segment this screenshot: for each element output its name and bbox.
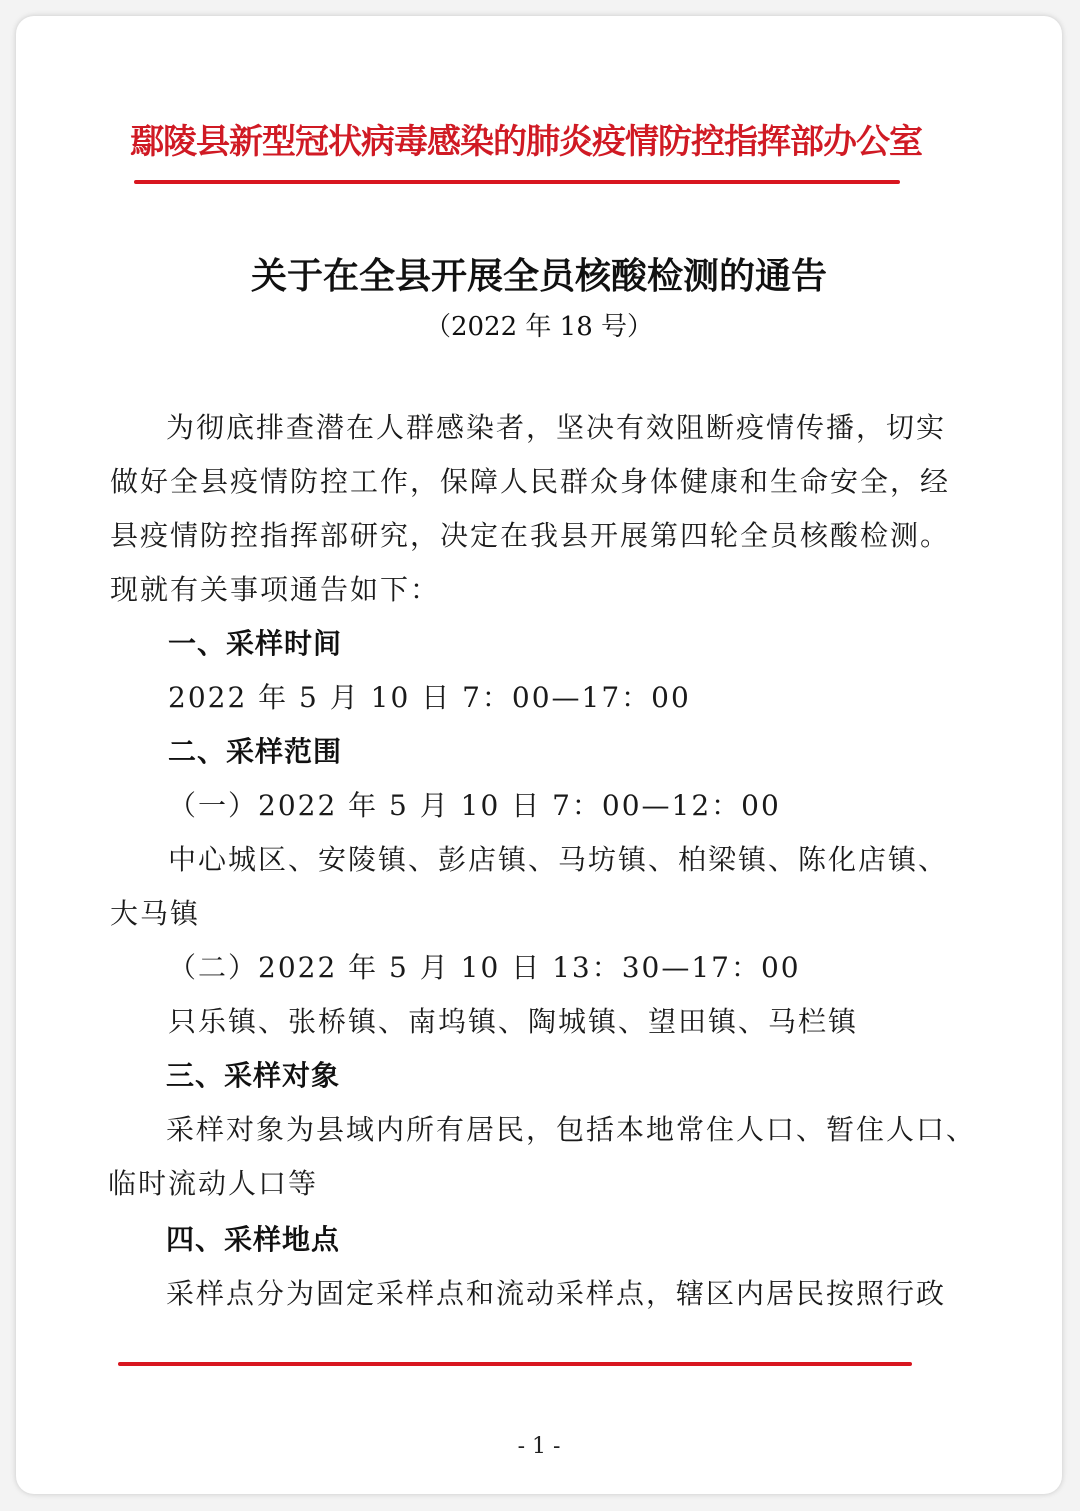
section-heading-sampling-time: 一、采样时间 bbox=[168, 627, 343, 660]
document-number: （2022 年 18 号） bbox=[424, 312, 654, 342]
intro-line-1: 为彻底排查潜在人群感染者，坚决有效阻断疫情传播，切实 bbox=[166, 411, 947, 444]
scope-part2-areas: 只乐镇、张桥镇、南坞镇、陶城镇、望田镇、马栏镇 bbox=[168, 1005, 859, 1038]
scope-part1-time: （一）2022 年 5 月 10 日 7：00—12：00 bbox=[168, 789, 781, 822]
page-number: - 1 - bbox=[517, 1434, 561, 1459]
header-red-rule bbox=[134, 180, 900, 184]
issuing-agency-header: 鄢陵县新型冠状病毒感染的肺炎疫情防控指挥部办公室 bbox=[130, 122, 922, 162]
targets-line-1: 采样对象为县域内所有居民，包括本地常住人口、暂住人口、 bbox=[166, 1113, 977, 1146]
scope-part2-time: （二）2022 年 5 月 10 日 13：30—17：00 bbox=[168, 951, 801, 984]
scope-part1-areas-line-1: 中心城区、安陵镇、彭店镇、马坊镇、柏梁镇、陈化店镇、 bbox=[168, 843, 949, 876]
locations-line-1: 采样点分为固定采样点和流动采样点，辖区内居民按照行政 bbox=[166, 1277, 947, 1310]
intro-line-4: 现就有关事项通告如下： bbox=[110, 573, 441, 606]
section-heading-sampling-locations: 四、采样地点 bbox=[166, 1223, 341, 1256]
section-heading-sampling-scope: 二、采样范围 bbox=[168, 735, 343, 768]
document-page bbox=[16, 16, 1062, 1494]
notice-title: 关于在全县开展全员核酸检测的通告 bbox=[250, 255, 827, 297]
section-heading-sampling-targets: 三、采样对象 bbox=[166, 1059, 341, 1092]
intro-line-2: 做好全县疫情防控工作，保障人民群众身体健康和生命安全，经 bbox=[110, 465, 951, 498]
footer-red-rule bbox=[118, 1362, 912, 1366]
sampling-time-text: 2022 年 5 月 10 日 7：00—17：00 bbox=[168, 681, 691, 714]
scope-part1-areas-line-2: 大马镇 bbox=[110, 897, 201, 930]
intro-line-3: 县疫情防控指挥部研究，决定在我县开展第四轮全员核酸检测。 bbox=[110, 519, 951, 552]
targets-line-2: 临时流动人口等 bbox=[108, 1167, 319, 1200]
